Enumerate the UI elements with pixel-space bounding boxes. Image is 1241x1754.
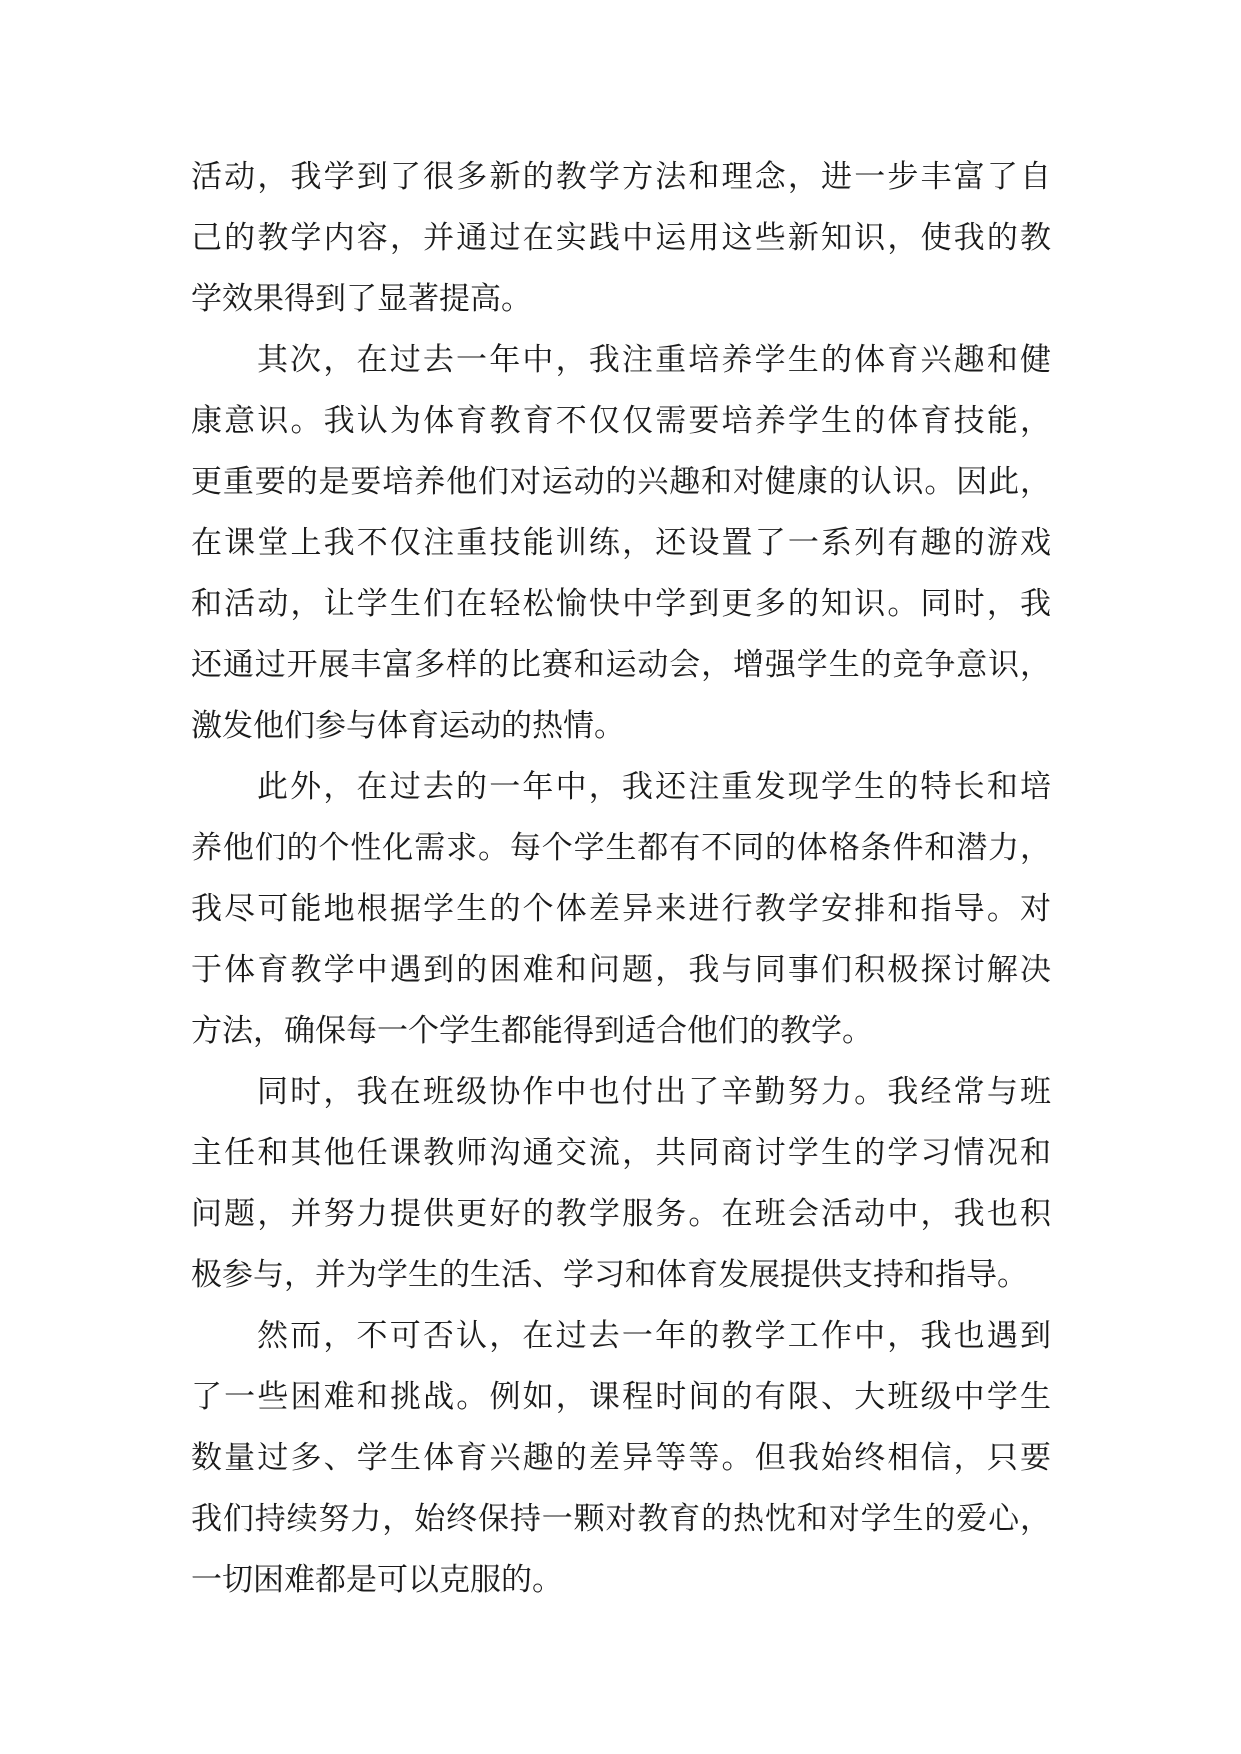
text-line: 康意识。我认为体育教育不仅仅需要培养学生的体育技能， [191,403,1051,439]
paragraph-5 [191,1306,1051,1611]
text-line: 在课堂上我不仅注重技能训练，还设置了一系列有趣的游戏 [191,525,1051,561]
text-line: 激发他们参与体育运动的热情。 [191,708,625,744]
text-line: 一切困难都是可以克服的。 [191,1562,563,1598]
text-line: 同时，我在班级协作中也付出了辛勤努力。我经常与班 [257,1074,1051,1110]
text-line: 此外，在过去的一年中，我还注重发现学生的特长和培 [257,769,1051,805]
text-line: 养他们的个性化需求。每个学生都有不同的体格条件和潜力， [191,830,1051,866]
text-line: 活动，我学到了很多新的教学方法和理念，进一步丰富了自 [191,159,1051,195]
text-line: 方法，确保每一个学生都能得到适合他们的教学。 [191,1013,873,1049]
text-line: 其次，在过去一年中，我注重培养学生的体育兴趣和健 [257,342,1051,378]
text-line: 我尽可能地根据学生的个体差异来进行教学安排和指导。对 [191,891,1051,927]
paragraph-1 [191,147,1051,330]
text-line: 我们持续努力，始终保持一颗对教育的热忱和对学生的爱心， [191,1501,1051,1537]
text-line: 然而，不可否认，在过去一年的教学工作中，我也遇到 [257,1318,1051,1354]
text-line: 和活动，让学生们在轻松愉快中学到更多的知识。同时，我 [191,586,1051,622]
text-line: 主任和其他任课教师沟通交流，共同商讨学生的学习情况和 [191,1135,1051,1171]
text-line: 更重要的是要培养他们对运动的兴趣和对健康的认识。因此， [191,464,1051,500]
text-line: 数量过多、学生体育兴趣的差异等等。但我始终相信，只要 [191,1440,1051,1476]
text-line: 问题，并努力提供更好的教学服务。在班会活动中，我也积 [191,1196,1051,1232]
text-line: 了一些困难和挑战。例如，课程时间的有限、大班级中学生 [191,1379,1051,1415]
text-line: 己的教学内容，并通过在实践中运用这些新知识，使我的教 [191,220,1051,256]
paragraph-3 [191,757,1051,1062]
text-line: 学效果得到了显著提高。 [191,281,532,317]
paragraph-2 [191,330,1051,757]
text-line: 极参与，并为学生的生活、学习和体育发展提供支持和指导。 [191,1257,1028,1293]
document-body [191,147,1051,1611]
text-line: 于体育教学中遇到的困难和问题，我与同事们积极探讨解决 [191,952,1051,988]
text-line: 还通过开展丰富多样的比赛和运动会，增强学生的竞争意识， [191,647,1051,683]
paragraph-4 [191,1062,1051,1306]
